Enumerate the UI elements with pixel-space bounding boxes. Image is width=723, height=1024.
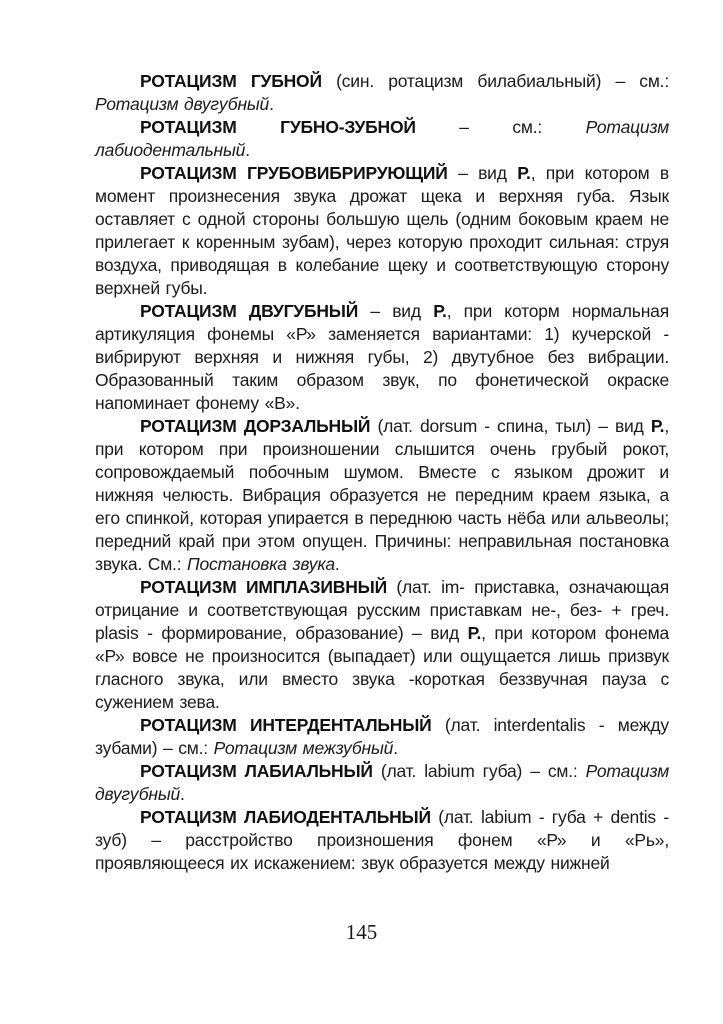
entry-headword: РОТАЦИЗМ ГУБНОЙ (140, 71, 322, 91)
entry-headword: РОТАЦИЗМ ИМПЛАЗИВНЫЙ (140, 577, 387, 597)
dictionary-entry (95, 576, 669, 714)
entry-headword: РОТАЦИЗМ ГУБНО-ЗУБНОЙ (140, 117, 416, 137)
normal-text: (лат. dorsum - спина, тыл) – вид (370, 416, 651, 436)
normal-text: . (180, 784, 185, 804)
page-content (95, 70, 669, 875)
normal-text: – см.: (415, 117, 586, 137)
dictionary-entry (95, 415, 669, 576)
dictionary-entry (95, 714, 669, 760)
normal-text: , при котором фонема «Р» вовсе не произносится (выпадает) или ощущается лишь призвук гласного звука, или вместо звука -короткая беззвучная пауза с сужением зева. (95, 623, 669, 712)
normal-text: . (269, 94, 274, 114)
cross-reference: Ротацизм межзубный (213, 738, 394, 758)
cross-reference: Ротацизм двугубный (95, 94, 270, 114)
entry-headword: РОТАЦИЗМ ДОРЗАЛЬНЫЙ (140, 416, 371, 436)
dictionary-entry (95, 70, 669, 116)
entry-headword: РОТАЦИЗМ ЛАБИОДЕНТАЛЬНЫЙ (140, 807, 431, 827)
dictionary-entry (95, 116, 669, 162)
normal-text: (лат. labium губа) – см.: (372, 761, 586, 781)
dictionary-entry (95, 300, 669, 415)
entry-headword: РОТАЦИЗМ ЛАБИАЛЬНЫЙ (140, 761, 373, 781)
normal-text: – вид (447, 163, 518, 183)
cross-reference: Ротацизм двугубный (95, 761, 669, 804)
normal-text: , при которм нормальная артикуляция фонемы «Р» заменяется вариантами: 1) кучерской - вибрируют верхняя и нижняя губы, 2) двутубное без вибрации. Образованный таким образом звук, по фонетической окраске напоминает фонему «В». (95, 301, 669, 413)
cross-reference: Ротацизм лабиодентальный (95, 117, 669, 160)
normal-text: (лат. interdentalis - между зубами) – см.: (95, 715, 669, 758)
bold-text: Р. (517, 163, 531, 183)
dictionary-entry (95, 760, 669, 806)
normal-text: , при котором при произношении слышится очень грубый рокот, сопровождаемый побочным шумом. Вместе с языком дрожит и нижняя челюсть. Вибрация образуется не передним краем языка, а его спинкой, которая упирается в переднюю часть нёба или альвеолы; передний край при этом опущен. Причины: неправильная постановка звука. См.: (95, 416, 669, 574)
bold-text: Р. (433, 301, 447, 321)
normal-text: . (393, 738, 398, 758)
cross-reference: Постановка звука (187, 554, 335, 574)
normal-text: (син. ротацизм билабиальный) – см.: (321, 71, 669, 91)
entry-headword: РОТАЦИЗМ ИНТЕРДЕНТАЛЬНЫЙ (140, 715, 432, 735)
entry-headword: РОТАЦИЗМ ДВУГУБНЫЙ (140, 301, 359, 321)
normal-text: . (334, 554, 340, 574)
normal-text: . (245, 140, 250, 160)
dictionary-entry (95, 162, 669, 300)
normal-text: (лат. labium - губа + dentis - зуб) – расстройство произношения фонем «Р» и «Рь», проявляющееся их искажением: звук образуется между нижней (95, 807, 669, 873)
bold-text: Р. (650, 416, 665, 436)
bold-text: Р. (467, 623, 482, 643)
entry-headword: РОТАЦИЗМ ГРУБОВИБРИРУЮЩИЙ (140, 163, 448, 183)
normal-text: , при котором в момент произнесения звука дрожат щека и верхняя губа. Язык оставляет с одной стороны большую щель (одним боковым краем не прилегает к коренным зубам), через которую проходит сильная: струя воздуха, приводящая в колебание щеку и соответствующую сторону верхней губы. (95, 163, 669, 298)
page-number: 145 (345, 920, 378, 944)
normal-text: – вид (358, 301, 434, 321)
normal-text: (лат. im- приставка, означающая отрицание и соответствующая русским приставкам не-, без- + греч. plasis - формирование, образование) – вид (95, 577, 669, 643)
dictionary-entry (95, 806, 669, 875)
